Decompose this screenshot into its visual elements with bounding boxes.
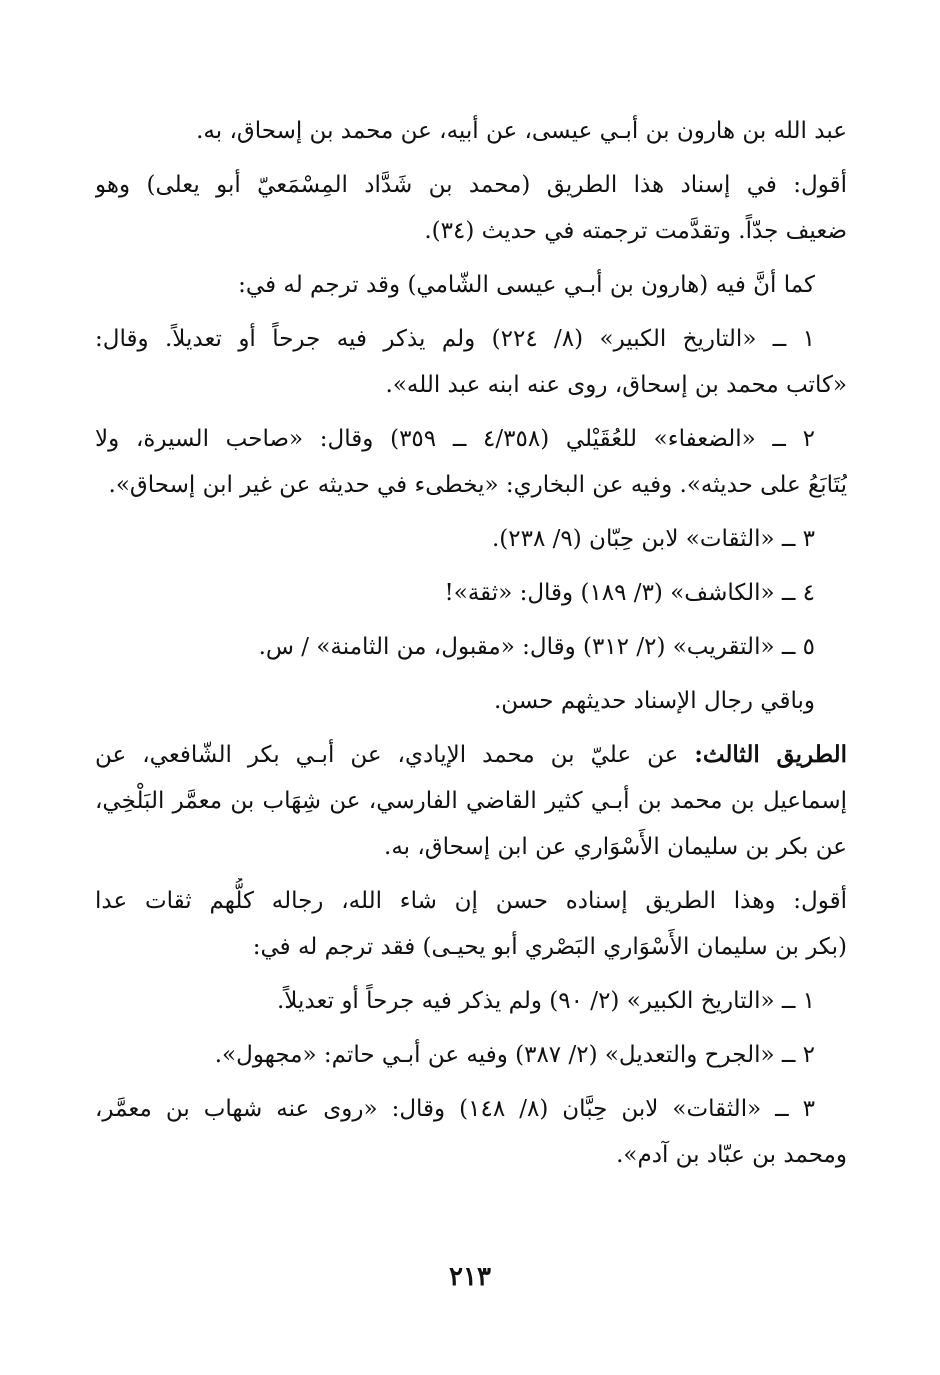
text-line: (بكر بن سليمان الأَسْوَاري البَصْري أبو يحيـى) فقد ترجم له في: <box>252 934 847 960</box>
text-line: عبد الله بن هارون بن أبـي عيسى، عن أبيه، عن محمد بن إسحاق، به. <box>196 118 847 144</box>
paragraph-10 <box>95 732 847 870</box>
paragraph-12 <box>95 978 847 1024</box>
paragraph-2 <box>95 162 847 254</box>
text-line: إسماعيل بن محمد بن أبـي كثير القاضي الفارسي، عن شِهَاب بن معمَّر البَلْخِي، <box>95 788 847 814</box>
text-line: ٢ ــ «الضعفاء» للعُقَيْلي (٤/٣٥٨ ــ ٣٥٩) وقال: «صاحب السيرة، ولا <box>95 426 815 452</box>
paragraph-14 <box>95 1086 847 1178</box>
text-line: ٢ ــ «الجرح والتعديل» (٢/ ٣٨٧) وفيه عن أبـي حاتم: «مجهول». <box>214 1042 815 1068</box>
paragraph-1 <box>95 108 847 154</box>
text-line: ومحمد بن عبّاد بن آدم». <box>616 1142 847 1168</box>
text-line: ٤ ــ «الكاشف» (٣/ ١٨٩) وقال: «ثقة»! <box>444 580 815 606</box>
paragraph-3 <box>95 262 847 308</box>
text-line: يُتَابَعُ على حديثه». وفيه عن البخاري: «يخطىء في حديثه عن غير ابن إسحاق». <box>108 472 847 498</box>
text-line: وباقي رجال الإسناد حديثهم حسن. <box>493 688 815 714</box>
text-line: ١ ــ «التاريخ الكبير» (٢/ ٩٠) ولم يذكر فيه جرحاً أو تعديلاً. <box>277 988 815 1014</box>
text-line: كما أنَّ فيه (هارون بن أبـي عيسى الشّامي) وقد ترجم له في: <box>238 272 815 298</box>
paragraph-11 <box>95 878 847 970</box>
page-body <box>95 108 847 1186</box>
paragraph-8 <box>95 624 847 670</box>
section-heading: الطريق الثالث: <box>694 741 847 768</box>
paragraph-4 <box>95 316 847 408</box>
text-line: ضعيف جدّاً. وتقدَّمت ترجمته في حديث (٣٤). <box>424 218 847 244</box>
text-line: عن بكر بن سليمان الأَسْوَاري عن ابن إسحاق، به. <box>384 834 847 860</box>
text-line: ٣ ــ «الثقات» لابن حِبّان (٩/ ٢٣٨). <box>491 526 815 552</box>
paragraph-6 <box>95 516 847 562</box>
text-line: أقول: وهذا الطريق إسناده حسن إن شاء الله، رجاله كلُّهم ثقات عدا <box>95 888 847 914</box>
paragraph-7 <box>95 570 847 616</box>
text-span: عن عليّ بن محمد الإيادي، عن أبـي بكر الشّافعي، عن <box>95 742 679 768</box>
paragraph-9 <box>95 678 847 724</box>
text-line: ٥ ــ «التقريب» (٢/ ٣١٢) وقال: «مقبول، من الثامنة» / س. <box>258 634 815 660</box>
text-line: ١ ــ «التاريخ الكبير» (٨/ ٢٢٤) ولم يذكر فيه جرحاً أو تعديلاً. وقال: <box>95 326 815 352</box>
paragraph-5 <box>95 416 847 508</box>
paragraph-13 <box>95 1032 847 1078</box>
text-line: ٣ ــ «الثقات» لابن حِبَّان (٨/ ١٤٨) وقال: «روى عنه شهاب بن معمَّر، <box>95 1096 816 1122</box>
text-line: «كاتب محمد بن إسحاق، روى عنه ابنه عبد الله». <box>385 372 847 398</box>
text-line: أقول: في إسناد هذا الطريق (محمد بن شَدَّاد المِسْمَعيّ أبو يعلى) وهو <box>95 172 847 198</box>
page-number: ٢١٣ <box>449 1262 491 1292</box>
text-line <box>95 732 847 778</box>
